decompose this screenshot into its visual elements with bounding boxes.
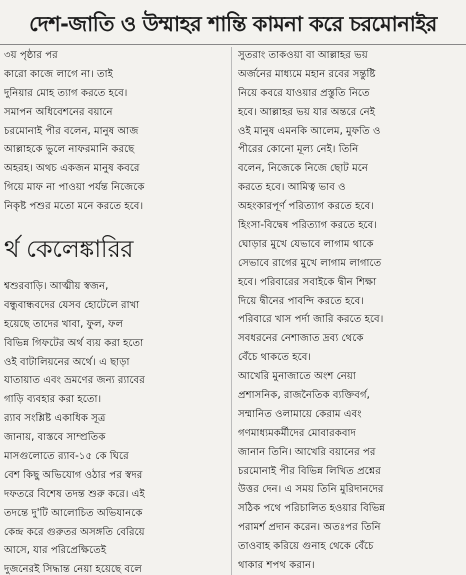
- text-line: হিংসা-বিদ্বেষ পরিত্যাগ করতে হবে।: [238, 220, 377, 232]
- text-line: জানান তিনি। আখেরি বয়ানের পর: [238, 446, 376, 458]
- text-line: মাসগুলোতে র‍্যাব-১৫ কে ঘিরে: [4, 451, 129, 463]
- text-line: হবে। আল্লাহর ভয় যার অন্তরে নেই: [238, 106, 376, 118]
- text-line: বিভিন্ন গিফটের অর্থ ব্যয় করা হতো: [4, 337, 144, 349]
- text-line: র‍্যাব সংশ্লিষ্ট একাধিক সূত্র: [4, 413, 106, 425]
- text-line: বন্ধুবান্ধবদের যেসব হোটেলে রাখা: [4, 299, 140, 311]
- text-line: দুনিয়ার মোহ ত্যাগ করতে হবে।: [4, 87, 128, 99]
- text-line: অর্জনের মাধ্যমে মহান রবের সন্তুষ্টি: [238, 68, 376, 80]
- text-line: চরমোনাই পীর বিভিন্ন লিখিত প্রশ্নের: [238, 465, 381, 477]
- text-line: কেন্দ্র করে গুরুতর অসঙ্গতি বেরিয়ে: [4, 526, 145, 538]
- text-line: অহংকারপূর্ণ পরিত্যাগ করতে হবে।: [238, 201, 374, 213]
- text-line: ওই মানুষ এমনকি আলেম, মুফতি ও: [238, 125, 381, 137]
- left-column-bottom: [4, 278, 224, 575]
- text-line: আসে, যার পরিপ্রেক্ষিতেই: [4, 545, 107, 557]
- left-column-top: [4, 47, 224, 217]
- text-line: হবে। পরিবারের সবাইকে দ্বীন শিক্ষা: [238, 276, 377, 288]
- text-line: গাড়ি ব্যবহার করা হতো।: [4, 394, 102, 406]
- text-line: পীরের কোনো মূল্য নেই। তিনি: [238, 144, 359, 156]
- text-line: নিকৃষ্ট পশুর মতো মনে করতে হবে।: [4, 201, 144, 213]
- text-line: গিয়ে মাফ না পাওয়া পর্যন্ত নিজেকে: [4, 182, 145, 194]
- text-line: গণমাধ্যমকর্মীদের মোবারকবাদ: [238, 427, 356, 439]
- text-line: বেঁচে থাকতে হবে।: [238, 352, 312, 364]
- text-line: দফতরে বিশেষ তদন্ত শুরু করে। এই: [4, 488, 145, 500]
- text-line: থাকার শপথ করান।: [238, 560, 315, 572]
- text-line: করতে হবে। আমিত্ব ভাব ও: [238, 182, 346, 194]
- text-line: পরামর্শ প্রদান করেন। অতঃপর তিনি: [238, 522, 381, 534]
- text-line: প্রশাসনিক, রাজনৈতিক ব্যক্তিবর্গ,: [238, 390, 370, 402]
- text-line: সবধরনের নেশাজাত দ্রব্য থেকে: [238, 333, 364, 345]
- text-line: যাতায়াত এবং ভ্রমণের জন্য র‍্যাবের: [4, 375, 145, 387]
- text-line: সুতরাং তাকওয়া বা আল্লাহর ভয়: [238, 50, 368, 61]
- text-line: চরমোনাই পীর বলেন, মানুষ আজ: [4, 125, 139, 137]
- text-line: দিয়ে দ্বীনের পাবন্দি করতে হবে।: [238, 295, 364, 307]
- text-line: তাওবাহ করিয়ে গুনাহ থেকে বেঁচে: [238, 541, 374, 553]
- text-line: আখেরি মুনাজাতে অংশ নেয়া: [238, 371, 356, 383]
- text-line: সমাপন অধিবেশনের বয়ানে: [4, 106, 113, 118]
- text-line: সম্মানিত ওলামায়ে কেরাম এবং: [238, 408, 362, 420]
- text-line: শ্বশুরবাড়ি। আত্মীয় স্বজন,: [4, 281, 109, 292]
- text-line: ৩য় পৃষ্ঠার পর: [4, 50, 58, 61]
- right-column: [238, 47, 462, 575]
- text-line: দুজনেরই সিদ্ধান্ত নেয়া হয়েছে বলে: [4, 564, 142, 575]
- text-line: সেভাবে রাগের মুখে লাগাম লাগাতে: [238, 257, 382, 269]
- text-line: কারো কাজে লাগে না। তাই: [4, 68, 113, 80]
- text-line: জানায়, বাস্তবে সাম্প্রতিক: [4, 432, 106, 444]
- section-subheadline: র্থ কেলেঙ্কারির: [4, 235, 133, 263]
- text-line: উত্তর দেন। এ সময় তিনি মুরিদানদের: [238, 484, 384, 496]
- text-line: বলেন, নিজেকে নিজে ছোট মনে: [238, 163, 368, 175]
- column-divider: [231, 47, 232, 575]
- text-line: ওই বাটালিয়নের অর্থে। এ ছাড়া: [4, 356, 130, 368]
- text-line: অহরহ। অথচ একজন মানুষ কবরে: [4, 163, 140, 175]
- text-line: আল্লাহকে ভুলে নাফরমানি করছে: [4, 144, 135, 156]
- text-line: তদন্তে দু'টি আলোচিত অভিযানকে: [4, 507, 143, 519]
- text-line: পরিবারে খাস পর্দা জারি করতে হবে।: [238, 314, 384, 326]
- text-line: নিয়ে কবরে যাওয়ার প্রস্তুতি নিতে: [238, 87, 370, 99]
- article-headline: দেশ-জাতি ও উম্মাহর শান্তি কামনা করে চরমোনাইর: [29, 12, 437, 36]
- text-line: হয়েছে তাদের খাবা, ফুল, ফল: [4, 318, 124, 330]
- headline-rule: [0, 44, 466, 45]
- text-line: ঘোড়ার মুখে যেভাবে লাগাম থাকে: [238, 238, 374, 250]
- text-line: বেশ কিছু অভিযোগ ওঠার পর স্বদর: [4, 469, 143, 481]
- text-line: সঠিক পথে পরিচালিত হওয়ার বিভিন্ন: [238, 503, 386, 515]
